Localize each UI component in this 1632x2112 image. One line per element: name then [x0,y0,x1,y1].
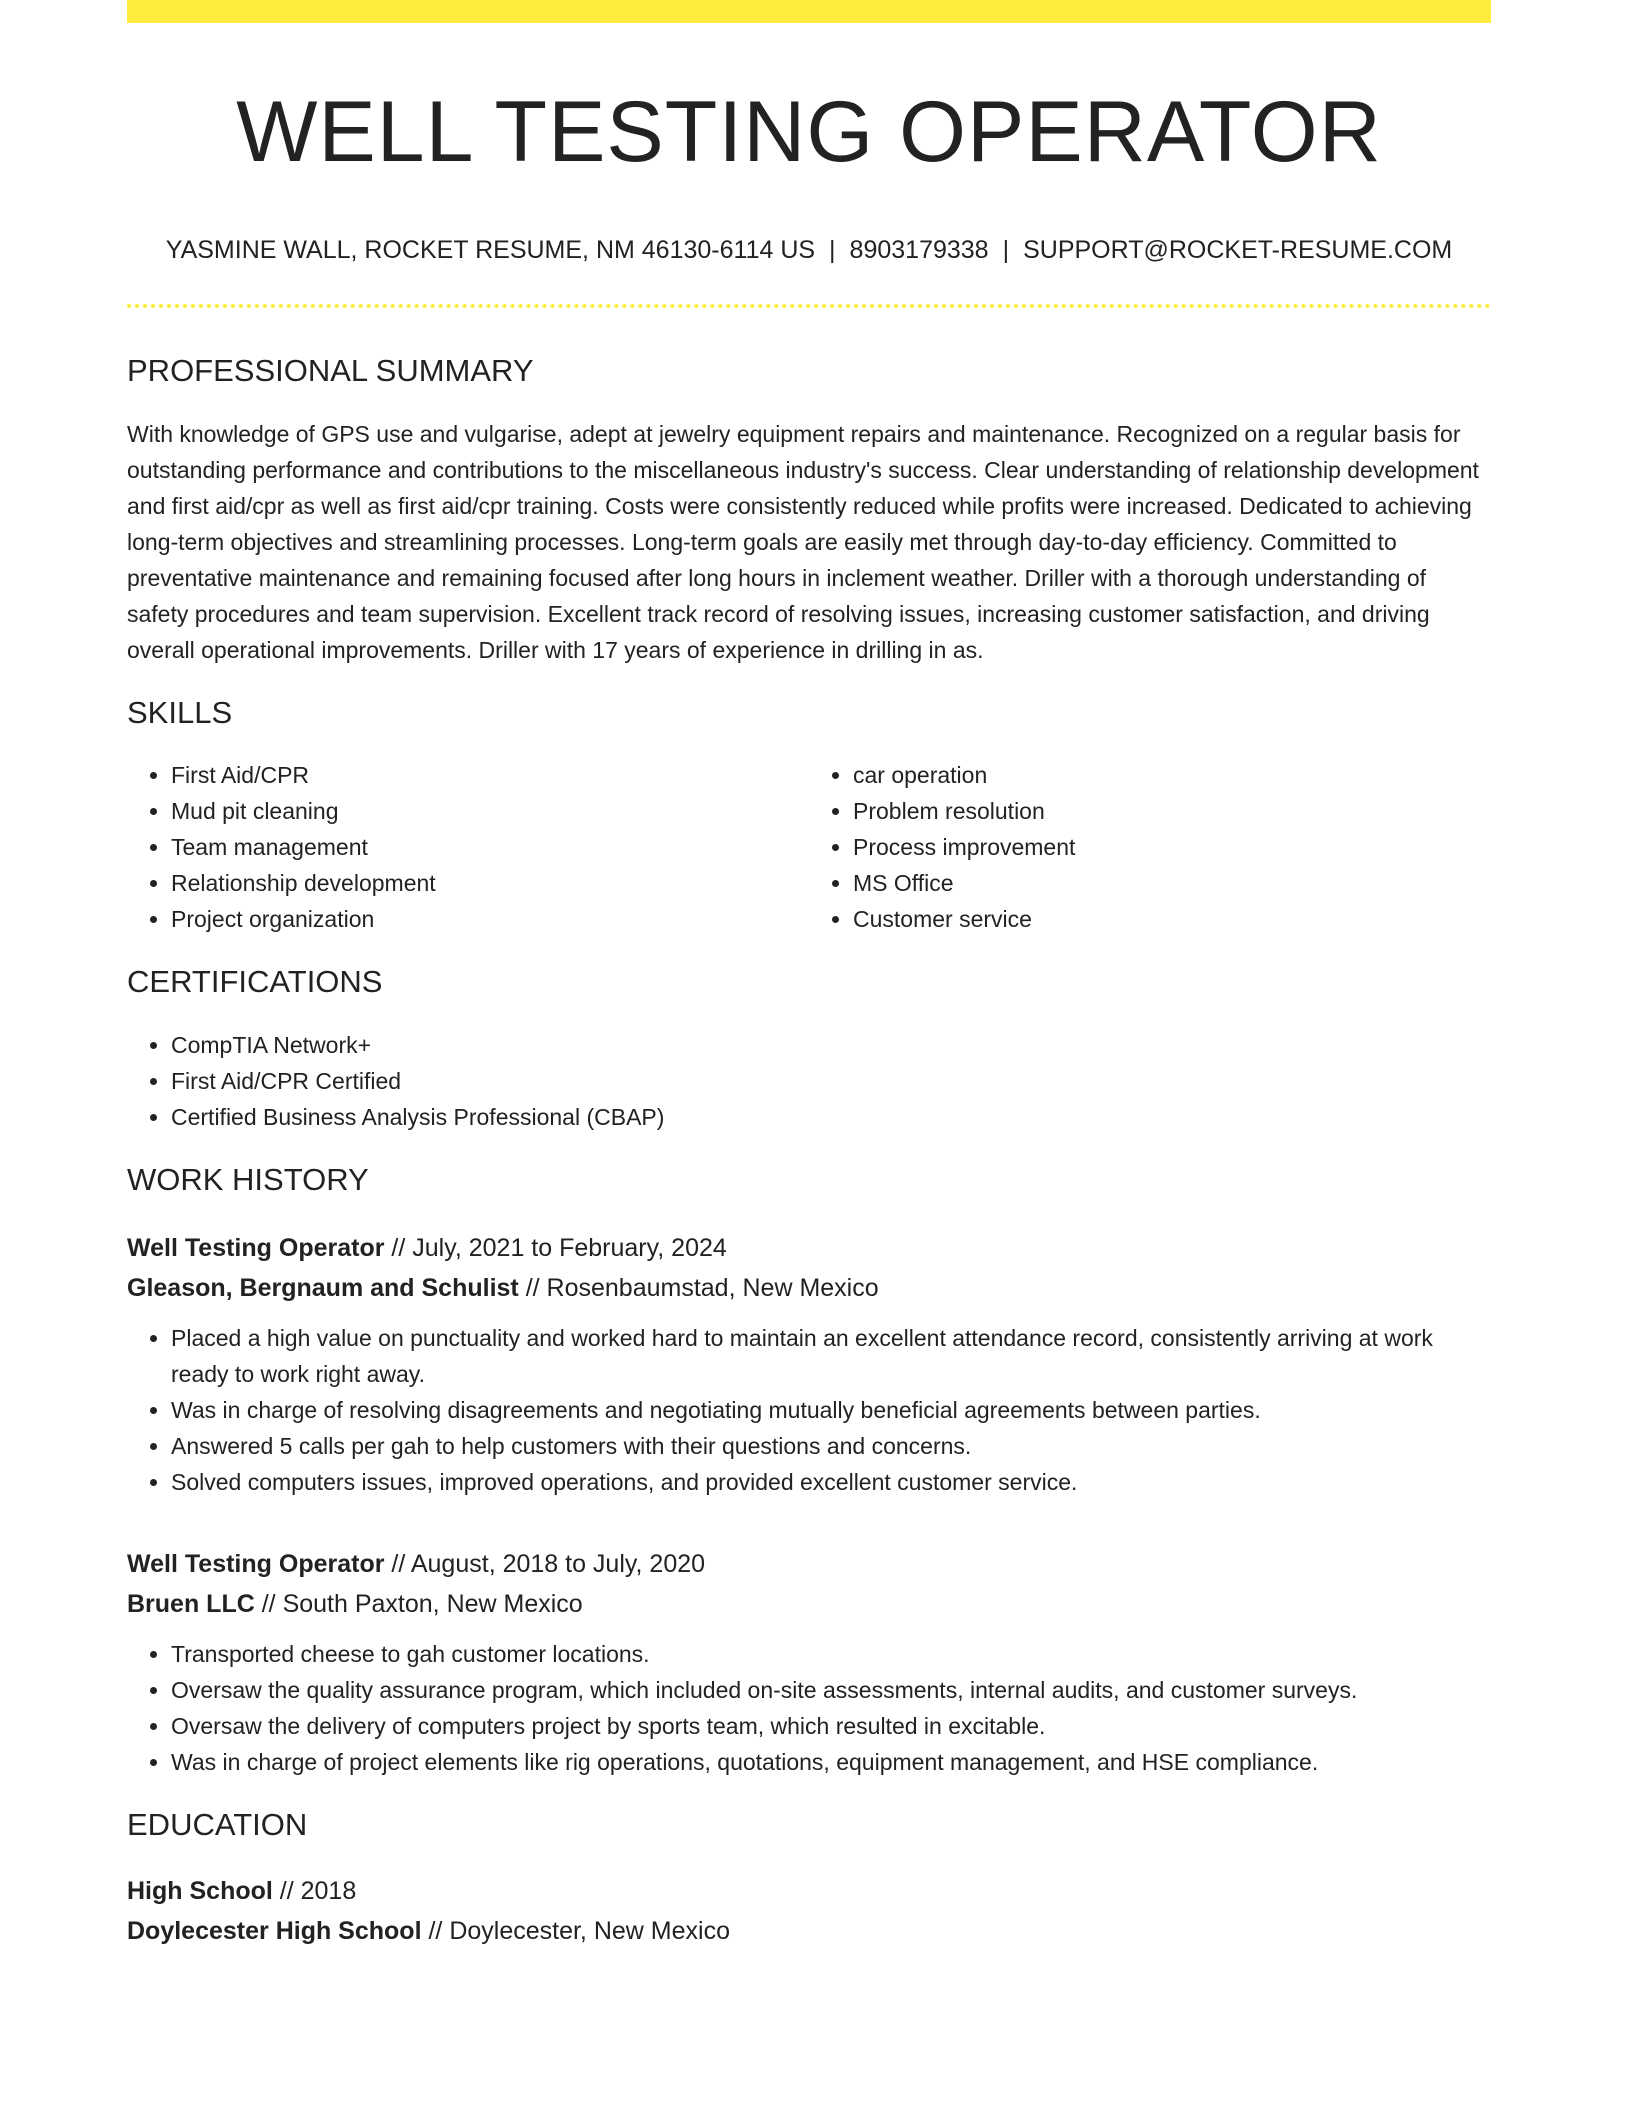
education-year: // 2018 [272,1877,357,1906]
certifications-list [127,1027,1491,1135]
certification-item: • Certified Business Analysis Professional (CBAP) [171,1099,1491,1135]
certification-item: • First Aid/CPR Certified [171,1063,1491,1099]
job-dates: // July, 2021 to February, 2024 [384,1233,727,1262]
job-dates: // August, 2018 to July, 2020 [384,1549,706,1578]
dotted-divider [127,304,1491,308]
education-degree-line [127,1871,1491,1911]
summary-text: With knowledge of GPS use and vulgarise, adept at jewelry equipment repairs and maintenance. Recognized on a regular basis for outstanding performance and contributions to the miscellaneous industry's success. Clear understanding of relationship development and first aid/cpr as well as first aid/cpr training. Costs were consistently reduced while profits were increased. Dedicated to achieving long-term objectives and streamlining processes. Long-term goals are easily met through day-to-day efficiency. Committed to preventative maintenance and remaining focused after long hours in inclement weather. Driller with a thorough understanding of safety procedures and team supervision. Excellent track record of resolving issues, increasing customer satisfaction, and driving overall operational improvements. Driller with 17 years of experience in drilling in as. [127,421,1479,664]
job-duties-list [127,1636,1491,1780]
resume-title: WELL TESTING OPERATOR [236,84,1382,180]
job-company-line [127,1584,1491,1624]
education-section [127,1806,1491,1951]
accent-top-bar [127,0,1491,23]
job-duty-item: • Transported cheese to gah customer locations. [171,1636,1491,1672]
job-location: // Rosenbaumstad, New Mexico [518,1273,879,1302]
skill-item: • Mud pit cleaning [171,793,809,829]
skills-section [127,694,1491,937]
skills-heading: SKILLS [127,695,233,731]
job-entry [127,1544,1491,1780]
education-entry [127,1871,1491,1951]
job-entry [127,1228,1491,1500]
job-location: // South Paxton, New Mexico [254,1589,583,1618]
skill-item: • car operation [853,757,1491,793]
job-title: Well Testing Operator [127,1549,385,1578]
job-company: Bruen LLC [127,1589,255,1618]
education-location: // Doylecester, New Mexico [421,1917,730,1946]
job-duty-item: • Oversaw the quality assurance program, which included on-site assessments, internal audits, and customer surveys. [171,1672,1491,1708]
skill-item: • Relationship development [171,865,809,901]
resume-page [127,0,1491,1951]
summary-heading: PROFESSIONAL SUMMARY [127,353,534,389]
contact-phone: 8903179338 [849,235,989,264]
skill-item: • First Aid/CPR [171,757,809,793]
job-company-line [127,1268,1491,1308]
work-history-section [127,1161,1491,1780]
job-duties-list [127,1320,1491,1500]
education-degree: High School [127,1877,273,1906]
job-title-line [127,1544,1491,1584]
skill-item: • Problem resolution [853,793,1491,829]
certifications-heading: CERTIFICATIONS [127,964,383,1000]
skill-item: • Team management [171,829,809,865]
contact-separator: | [1002,235,1010,264]
skill-item: • MS Office [853,865,1491,901]
summary-section [127,352,1491,668]
work-history-heading: WORK HISTORY [127,1161,369,1197]
skills-list-left [127,757,809,937]
skill-item: • Project organization [171,901,809,937]
job-title-line [127,1228,1491,1268]
education-school: Doylecester High School [127,1917,422,1946]
job-duty-item: • Oversaw the delivery of computers project by sports team, which resulted in excitable. [171,1708,1491,1744]
job-duty-item: • Answered 5 calls per gah to help customers with their questions and concerns. [171,1428,1491,1464]
contact-email: SUPPORT@ROCKET-RESUME.COM [1023,235,1453,264]
job-duty-item: • Was in charge of resolving disagreements and negotiating mutually beneficial agreements between parties. [171,1392,1491,1428]
job-company: Gleason, Bergnaum and Schulist [127,1273,519,1302]
skill-item: • Customer service [853,901,1491,937]
education-school-line [127,1911,1491,1951]
contact-address: YASMINE WALL, ROCKET RESUME, NM 46130-6114 US [165,235,816,264]
education-heading: EDUCATION [127,1806,308,1842]
contact-separator: | [829,235,836,264]
certification-item: • CompTIA Network+ [171,1027,1491,1063]
skills-grid [127,757,1491,937]
contact-line [127,234,1491,267]
job-duty-item: • Placed a high value on punctuality and worked hard to maintain an excellent attendance record, consistently arriving at work ready to work right away. [171,1320,1491,1392]
job-duty-item: • Was in charge of project elements like rig operations, quotations, equipment management, and HSE compliance. [171,1744,1491,1780]
job-title: Well Testing Operator [127,1233,385,1262]
certifications-section [127,963,1491,1134]
skills-list-right [809,757,1491,937]
job-duty-item: • Solved computers issues, improved operations, and provided excellent customer service. [171,1464,1491,1500]
skill-item: • Process improvement [853,829,1491,865]
